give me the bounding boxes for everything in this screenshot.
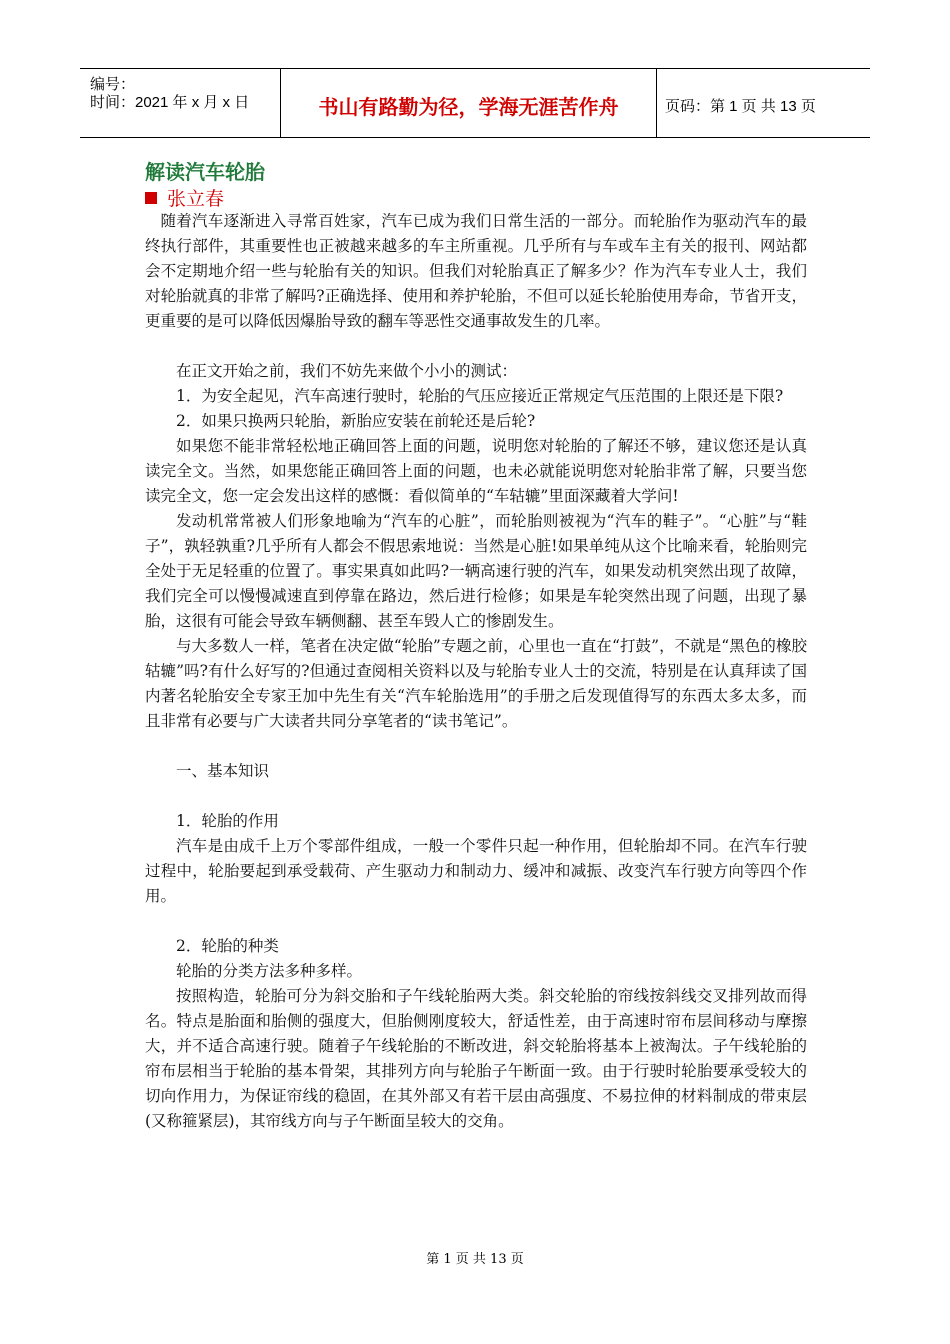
document-time-label: 时间：2021 年 x 月 x 日 <box>90 94 250 111</box>
question-1: 1．为安全起见，汽车高速行驶时，轮胎的气压应接近正常规定气压范围的上限还是下限? <box>176 387 784 405</box>
header-motto: 书山有路勤为径，学海无涯苦作舟 <box>318 95 619 119</box>
paragraph-author-note: 与大多数人一样，笔者在决定做“轮胎”专题之前，心里也一直在“打鼓”，不就是“黑色的橡胶轱辘”吗?有什么好写的?但通过查阅相关资料以及与轮胎专业人士的交流，特别是在认真拜读了国内著名轮胎安全专家王加中先生有关“汽车轮胎选用”的手册之后发现值得写的东西太多太多，而且非常有必要与广大读者共同分享笔者的“读书笔记”。 <box>145 637 807 730</box>
header-page-info: 页码：第 1 页 共 13 页 <box>665 98 816 115</box>
question-2: 2．如果只换两只轮胎，新胎应安装在前轮还是后轮? <box>176 412 536 430</box>
paragraph-answer-hint: 如果您不能非常轻松地正确回答上面的问题，说明您对轮胎的了解还不够，建议您还是认真读完全文。当然，如果您能正确回答上面的问题，也未必就能说明您对轮胎非常了解，只要当您读完全文，您一定会发出这样的感慨：看似简单的“车轱辘”里面深藏着大学问! <box>145 437 807 505</box>
paragraph-tire-function: 汽车是由成千上万个零部件组成，一般一个零件只起一种作用，但轮胎却不同。在汽车行驶过程中，轮胎要起到承受载荷、产生驱动力和制动力、缓冲和减振、改变汽车行驶方向等四个作用。 <box>145 837 807 905</box>
article-title: 解读汽车轮胎 <box>145 160 265 184</box>
header-meta-cell <box>80 69 281 137</box>
page-header <box>80 68 870 138</box>
document-number-label: 编号： <box>90 76 136 93</box>
header-motto-cell <box>281 69 657 137</box>
square-bullet-icon <box>145 192 157 204</box>
header-page-cell <box>657 69 870 137</box>
paragraph-classification: 轮胎的分类方法多种多样。 <box>176 962 363 980</box>
paragraph-construction: 按照构造，轮胎可分为斜交胎和子午线轮胎两大类。斜交轮胎的帘线按斜线交叉排列故而得名。特点是胎面和胎侧的强度大，但胎侧刚度较大，舒适性差，由于高速时帘布层间移动与摩擦大，并不适合高速行驶。随着子午线轮胎的不断改进，斜交轮胎将基本上被淘汰。子午线轮胎的帘布层相当于轮胎的基本骨架，其排列方向与轮胎子午断面一致。由于行驶时轮胎要承受较大的切向作用力，为保证帘线的稳固，在其外部又有若干层由高强度、不易拉伸的材料制成的带束层(又称箍紧层)，其帘线方向与子午断面呈较大的交角。 <box>145 987 807 1130</box>
subheading-tire-types: 2．轮胎的种类 <box>176 937 279 955</box>
article-author <box>145 184 224 211</box>
paragraph-intro: 随着汽车逐渐进入寻常百姓家，汽车已成为我们日常生活的一部分。而轮胎作为驱动汽车的最终执行部件，其重要性也正被越来越多的车主所重视。几乎所有与车或车主有关的报刊、网站都会不定期地介绍一些与轮胎有关的知识。但我们对轮胎真正了解多少？作为汽车专业人士，我们对轮胎就真的非常了解吗?正确选择、使用和养护轮胎，不但可以延长轮胎使用寿命，节省开支，更重要的是可以降低因爆胎导致的翻车等恶性交通事故发生的几率。 <box>145 212 807 330</box>
paragraph-test-intro: 在正文开始之前，我们不妨先来做个小小的测试： <box>176 362 518 380</box>
subheading-tire-function: 1．轮胎的作用 <box>176 812 279 830</box>
article-body <box>145 209 807 1134</box>
author-name: 张立春 <box>167 188 225 210</box>
paragraph-engine-analogy: 发动机常常被人们形象地喻为“汽车的心脏”，而轮胎则被视为“汽车的鞋子”。“心脏”与“鞋子”，孰轻孰重?几乎所有人都会不假思索地说：当然是心脏!如果单纯从这个比喻来看，轮胎则完全处于无足轻重的位置了。事实果真如此吗?一辆高速行驶的汽车，如果发动机突然出现了故障，我们完全可以慢慢减速直到停靠在路边，然后进行检修；如果是车轮突然出现了问题，出现了暴胎，这很有可能会导致车辆侧翻、甚至车毁人亡的惨剧发生。 <box>145 512 807 630</box>
page-footer: 第 1 页 共 13 页 <box>426 1252 524 1267</box>
section-heading-basics: 一、基本知识 <box>176 762 270 780</box>
